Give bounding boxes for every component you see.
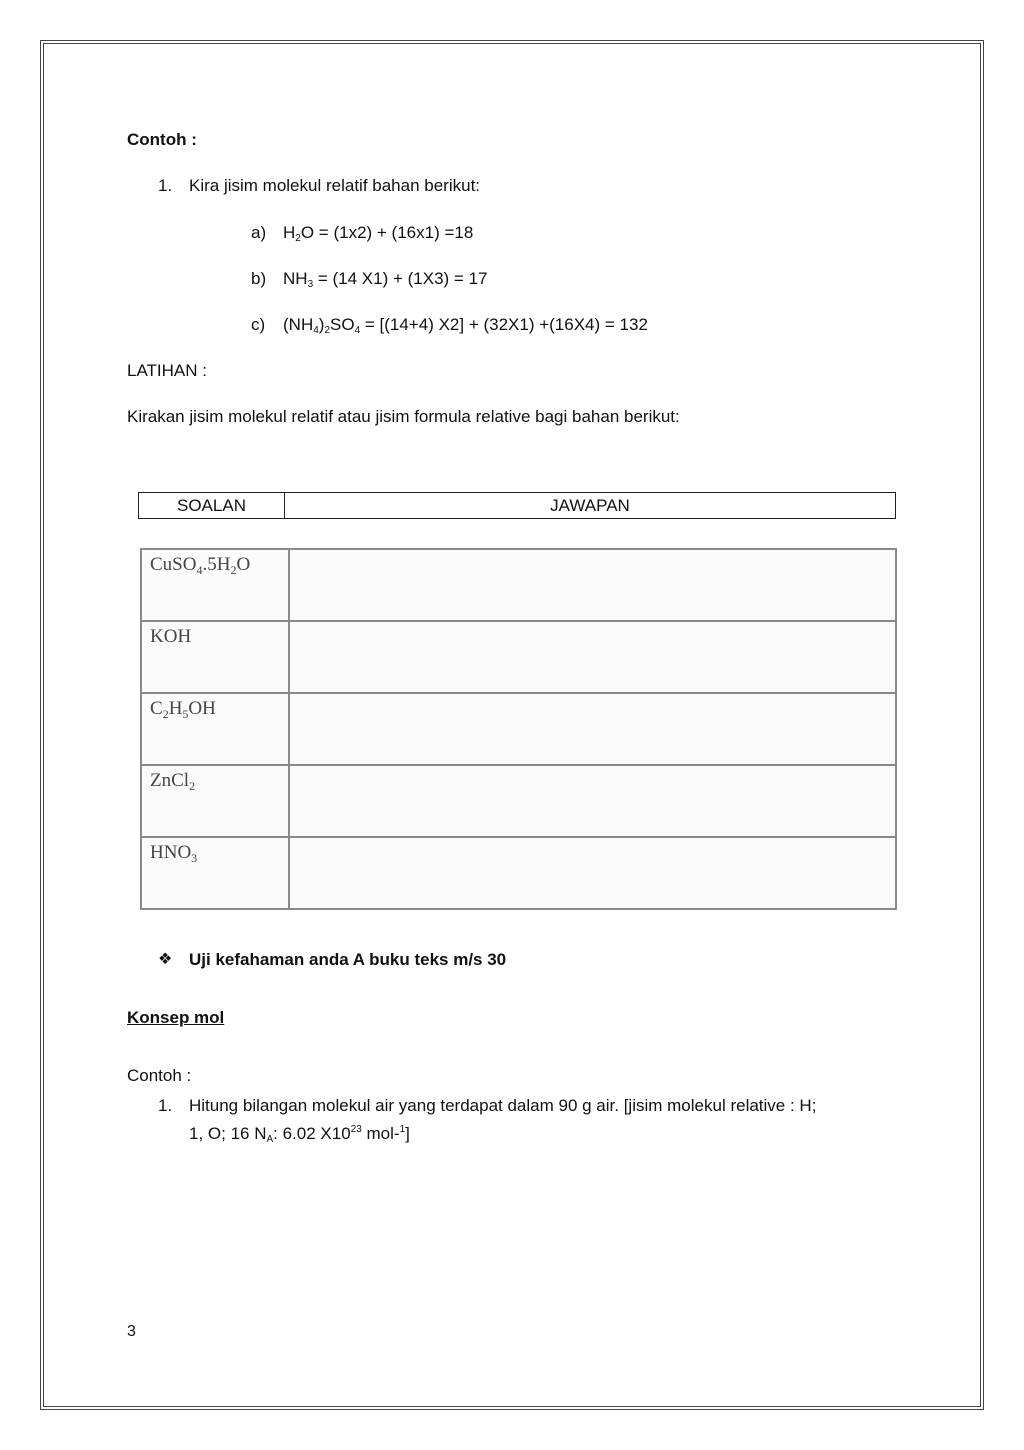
answer-table-header bbox=[138, 492, 896, 519]
item-b-label: b) bbox=[251, 269, 267, 288]
item-b-equation bbox=[283, 268, 487, 290]
table-row bbox=[142, 550, 895, 622]
text-part: : 6.02 X10 bbox=[273, 1124, 351, 1143]
formula-part: C bbox=[150, 698, 163, 719]
example-2-heading: Contoh : bbox=[127, 1066, 192, 1085]
formula-subscript: 4 bbox=[354, 325, 361, 336]
formula-subscript: 2 bbox=[189, 779, 196, 793]
exercise-instruction: Kirakan jisim molekul relatif atau jisim formula relative bagi bahan berikut: bbox=[127, 407, 680, 426]
text-subscript: A bbox=[266, 1134, 274, 1145]
formula-part: ) bbox=[318, 315, 325, 334]
formula-subscript: 4 bbox=[196, 563, 203, 577]
row-formula bbox=[150, 698, 216, 720]
equation-rest: = (14 X1) + (1X3) = 17 bbox=[313, 269, 488, 288]
table-row bbox=[142, 838, 895, 910]
text-part: ] bbox=[405, 1124, 410, 1143]
formula-subscript: 3 bbox=[191, 851, 198, 865]
formula-subscript: 2 bbox=[324, 325, 331, 336]
exercise-table bbox=[140, 548, 897, 910]
formula-subscript: 5 bbox=[182, 707, 189, 721]
item-a-equation bbox=[283, 222, 473, 244]
equation-rest: = [(14+4) X2] + (32X1) +(16X4) = 132 bbox=[360, 315, 648, 334]
formula-subscript: 3 bbox=[307, 279, 314, 290]
formula-part: HNO bbox=[150, 842, 192, 863]
text-superscript: 1 bbox=[399, 1124, 406, 1135]
formula-part: SO bbox=[330, 315, 355, 334]
formula-subscript: 2 bbox=[295, 233, 301, 244]
exercise-heading: LATIHAN : bbox=[127, 361, 207, 380]
table-row bbox=[142, 622, 895, 694]
section-title: Konsep mol bbox=[127, 1008, 225, 1027]
question-2-line-1: Hitung bilangan molekul air yang terdapat dalam 90 g air. [jisim molekul relative : H; bbox=[189, 1096, 817, 1115]
question-2-number: 1. bbox=[158, 1096, 173, 1115]
example-heading: Contoh : bbox=[127, 130, 197, 149]
text-part: mol- bbox=[361, 1124, 400, 1143]
page-number: 3 bbox=[127, 1323, 136, 1340]
formula-part: KOH bbox=[150, 626, 192, 647]
text-superscript: 23 bbox=[350, 1124, 362, 1135]
header-jawapan: JAWAPAN bbox=[550, 495, 630, 515]
diamond-bullet-icon: ❖ bbox=[158, 951, 173, 968]
formula-subscript: 2 bbox=[162, 707, 169, 721]
formula-subscript: 4 bbox=[313, 325, 319, 336]
row-formula bbox=[150, 554, 250, 576]
item-c-label: c) bbox=[251, 315, 266, 334]
formula-part: .5H bbox=[202, 554, 231, 575]
formula-part: NH bbox=[283, 269, 308, 288]
formula-part: O bbox=[300, 223, 315, 242]
formula-part: CuSO bbox=[150, 554, 197, 575]
equation-rest: = (1x2) + (16x1) =18 bbox=[314, 223, 474, 242]
item-c-equation bbox=[283, 314, 648, 336]
text-part: 1, O; 16 N bbox=[189, 1124, 267, 1143]
row-formula bbox=[150, 770, 195, 792]
row-formula bbox=[150, 626, 191, 648]
row-formula bbox=[150, 842, 197, 864]
bullet-text: Uji kefahaman anda A buku teks m/s 30 bbox=[189, 950, 507, 969]
formula-part: O bbox=[236, 554, 251, 575]
formula-part: OH bbox=[188, 698, 216, 719]
formula-part: (NH bbox=[283, 315, 314, 334]
item-a-label: a) bbox=[251, 223, 267, 242]
formula-part: ZnCl bbox=[150, 770, 190, 791]
question-1-text: Kira jisim molekul relatif bahan berikut: bbox=[189, 176, 481, 195]
header-soalan: SOALAN bbox=[139, 493, 285, 518]
table-row bbox=[142, 766, 895, 838]
formula-part: H bbox=[283, 223, 296, 242]
question-1-number: 1. bbox=[158, 176, 173, 195]
table-row bbox=[142, 694, 895, 766]
question-2-line-2 bbox=[189, 1123, 410, 1145]
formula-part: H bbox=[168, 698, 183, 719]
formula-subscript: 2 bbox=[230, 563, 237, 577]
